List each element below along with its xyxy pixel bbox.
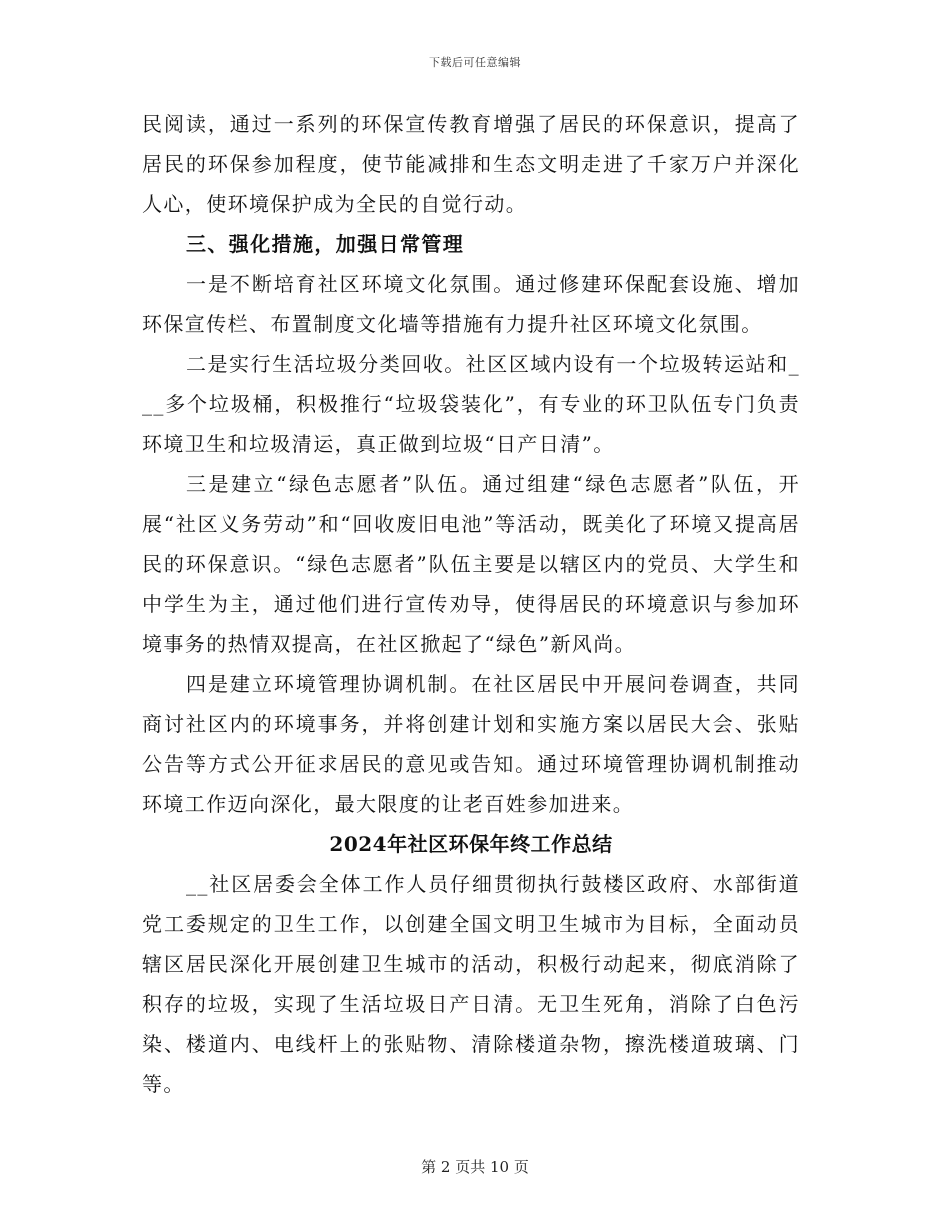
paragraph-measure-1: 一是不断培育社区环境文化氛围。通过修建环保配套设施、增加环保宣传栏、布置制度文化墙等措施有力提升社区环境文化氛围。 xyxy=(142,272,800,336)
page-footer: 第 2 页共 10 页 xyxy=(421,1158,529,1176)
paragraph-measure-3: 三是建立“绿色志愿者”队伍。通过组建“绿色志愿者”队伍，开展“社区义务劳动”和“回收废旧电池”等活动，既美化了环境又提高居民的环保意识。“绿色志愿者”队伍主要是以辖区内的党员、大学生和中学生为主，通过他们进行宣传劝导，使得居民的环境意识与参加环境事务的热情双提高，在社区掀起了“绿色”新风尚。 xyxy=(142,472,800,656)
paragraph-measure-4: 四是建立环境管理协调机制。在社区居民中开展问卷调查，共同商讨社区内的环境事务，并将创建计划和实施方案以居民大会、张贴公告等方式公开征求居民的意见或告知。通过环境管理协调机制推动环境工作迈向深化，最大限度的让老百姓参加进来。 xyxy=(142,672,800,816)
section-heading-3: 三、强化措施，加强日常管理 xyxy=(186,232,465,256)
page-header: 下载后可任意编辑 xyxy=(429,56,521,69)
document-title: 2024年社区环保年终工作总结 xyxy=(329,832,613,856)
paragraph-intro-continuation: 民阅读，通过一系列的环保宣传教育增强了居民的环保意识，提高了居民的环保参加程度，使节能减排和生态文明走进了千家万户并深化人心，使环境保护成为全民的自觉行动。 xyxy=(142,112,800,216)
document-body xyxy=(142,104,800,1104)
paragraph-measure-2: 二是实行生活垃圾分类回收。社区区域内设有一个垃圾转运站和___多个垃圾桶，积极推行“垃圾袋装化”，有专业的环卫队伍专门负责环境卫生和垃圾清运，真正做到垃圾“日产日清”。 xyxy=(142,352,800,456)
paragraph-summary: __社区居委会全体工作人员仔细贯彻执行鼓楼区政府、水部街道党工委规定的卫生工作，以创建全国文明卫生城市为目标，全面动员辖区居民深化开展创建卫生城市的活动，积极行动起来，彻底消除了积存的垃圾，实现了生活垃圾日产日清。无卫生死角，消除了白色污染、楼道内、电线杆上的张贴物、清除楼道杂物，擦洗楼道玻璃、门等。 xyxy=(142,872,800,1096)
